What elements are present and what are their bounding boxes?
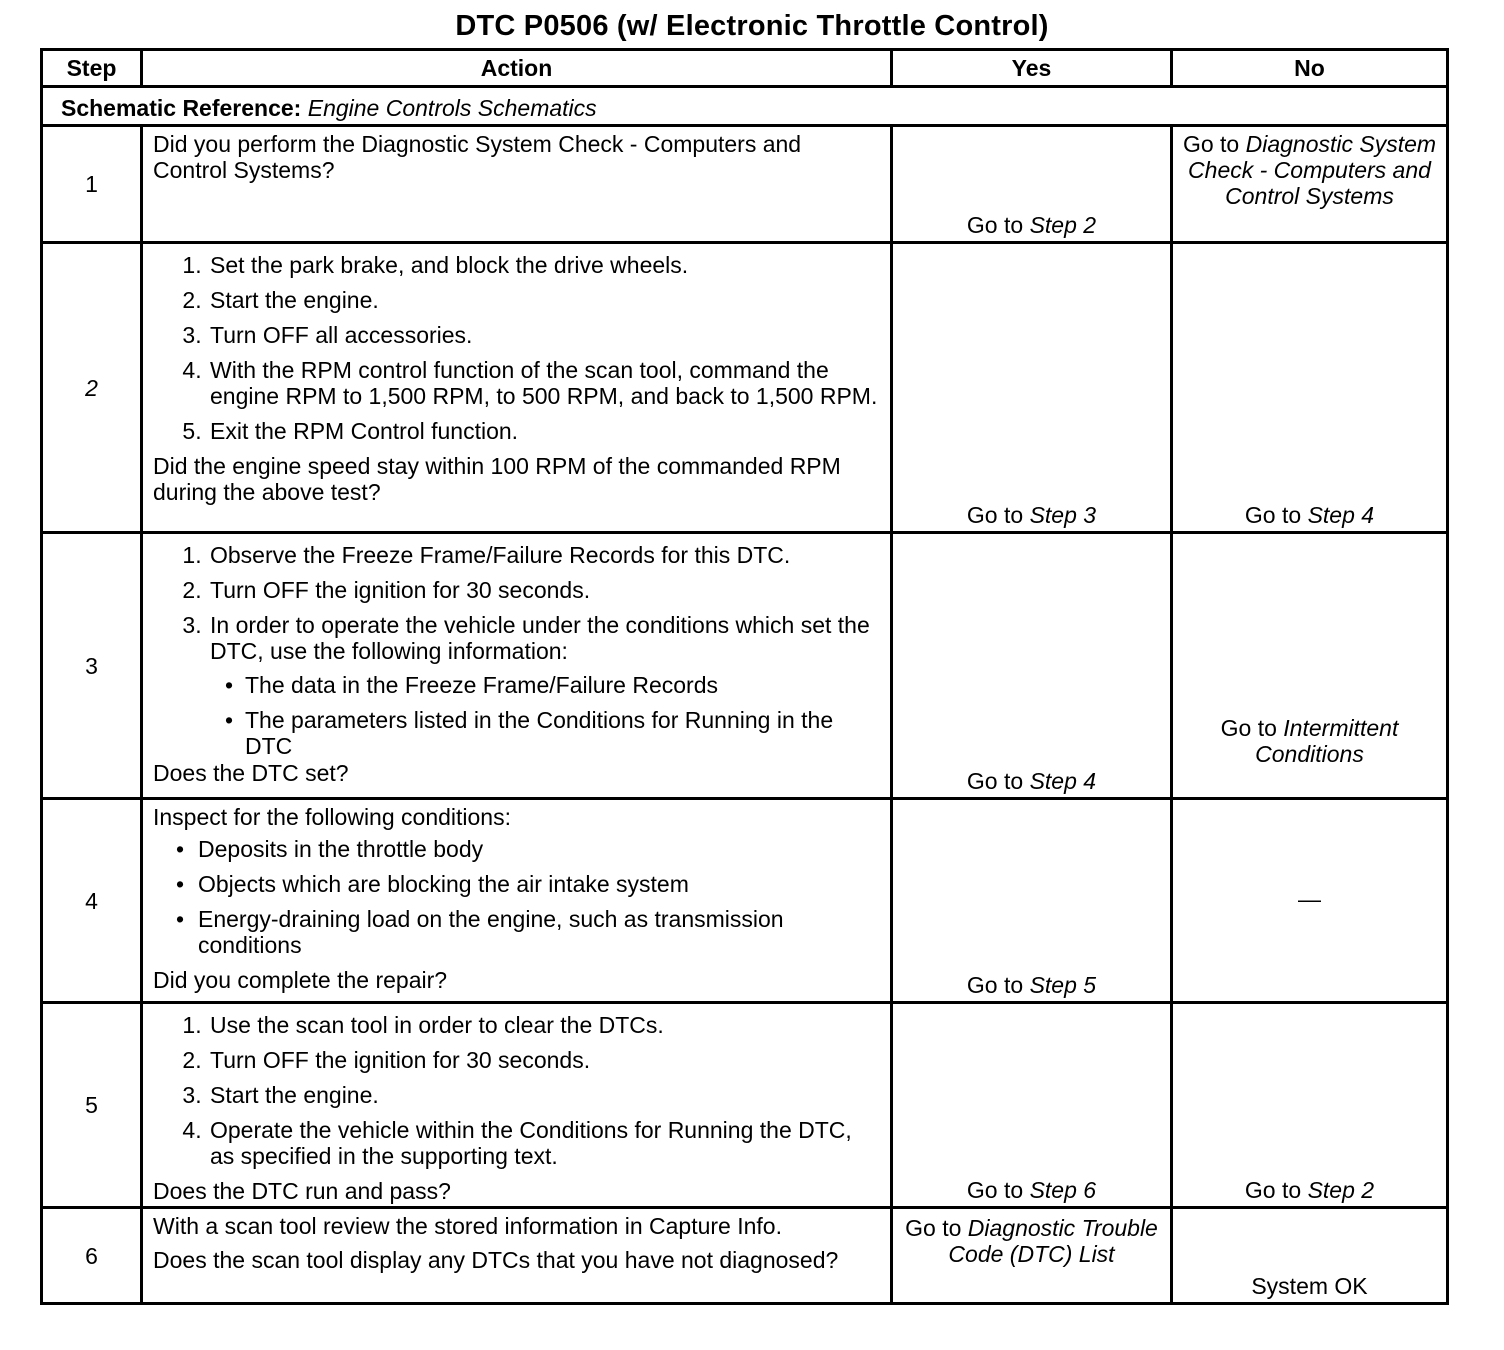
header-step: Step xyxy=(42,50,142,87)
yes-cell xyxy=(892,799,1172,1003)
schematic-row xyxy=(42,87,1448,126)
procedure-item: 4. Operate the vehicle within the Conditions for Running the DTC, as specified in the supporting text. xyxy=(208,1117,880,1169)
no-prefix: Go to xyxy=(1244,1177,1302,1203)
header-no: No xyxy=(1172,50,1448,87)
no-prefix: Go to xyxy=(1244,502,1302,528)
procedure-item: 1. Set the park brake, and block the drive wheels. xyxy=(208,252,880,278)
sub-bullet-list xyxy=(210,672,880,759)
yes-link[interactable]: Step 5 xyxy=(1029,972,1097,998)
yes-cell xyxy=(892,1003,1172,1208)
no-prefix: Go to xyxy=(1182,131,1240,157)
dtc-table xyxy=(40,48,1449,1305)
step-number: 2 xyxy=(42,243,142,533)
action-question: Did you complete the repair? xyxy=(153,967,448,993)
no-cell xyxy=(1172,126,1448,243)
no-cell xyxy=(1172,799,1448,1003)
action-intro: Inspect for the following conditions: xyxy=(153,804,511,830)
action-question: Did you perform the Diagnostic System Check - Computers and Control Systems? xyxy=(153,131,802,183)
no-prefix: Go to xyxy=(1220,715,1277,741)
procedure-item: 4. With the RPM control function of the scan tool, command the engine RPM to 1,500 RPM, to 500 RPM, and back to 1,500 RPM. xyxy=(208,357,880,409)
action-cell xyxy=(142,126,892,243)
yes-prefix: Go to xyxy=(905,1215,962,1241)
no-link[interactable]: Step 2 xyxy=(1307,1177,1375,1203)
action-cell xyxy=(142,799,892,1003)
procedure-item: 2. Turn OFF the ignition for 30 seconds. xyxy=(208,1047,880,1073)
procedure-text: In order to operate the vehicle under the conditions which set the DTC, use the following information: xyxy=(210,612,870,664)
action-cell xyxy=(142,1208,892,1304)
yes-cell xyxy=(892,533,1172,799)
schematic-reference xyxy=(42,87,1448,126)
yes-link[interactable]: Diagnostic Trouble Code (DTC) List xyxy=(948,1215,1158,1267)
table-row xyxy=(42,1003,1448,1208)
table-row xyxy=(42,243,1448,533)
action-cell xyxy=(142,1003,892,1208)
yes-cell xyxy=(892,1208,1172,1304)
procedure-item: 3. Start the engine. xyxy=(208,1082,880,1108)
procedure-item xyxy=(208,612,880,759)
no-cell xyxy=(1172,533,1448,799)
no-cell xyxy=(1172,243,1448,533)
step-number: 1 xyxy=(42,126,142,243)
yes-cell xyxy=(892,126,1172,243)
page-title: DTC P0506 (w/ Electronic Throttle Control) xyxy=(455,10,1049,42)
procedure-list xyxy=(153,1012,880,1169)
yes-prefix: Go to xyxy=(966,768,1024,794)
step-number: 3 xyxy=(42,533,142,799)
action-cell xyxy=(142,243,892,533)
action-cell xyxy=(142,533,892,799)
yes-cell xyxy=(892,243,1172,533)
yes-prefix: Go to xyxy=(966,972,1024,998)
table-row xyxy=(42,799,1448,1003)
yes-link[interactable]: Step 4 xyxy=(1029,768,1097,794)
yes-link[interactable]: Step 3 xyxy=(1029,502,1097,528)
no-link[interactable]: Intermittent Conditions xyxy=(1255,715,1399,767)
no-cell xyxy=(1172,1003,1448,1208)
table-row xyxy=(42,126,1448,243)
sub-bullet-item: • The data in the Freeze Frame/Failure Records xyxy=(245,672,880,698)
sub-bullet-item: • The parameters listed in the Conditions for Running in the DTC xyxy=(245,707,880,759)
procedure-list xyxy=(153,542,880,759)
no-link[interactable]: Step 4 xyxy=(1307,502,1375,528)
procedure-item: 1. Use the scan tool in order to clear the DTCs. xyxy=(208,1012,880,1038)
schematic-label: Schematic Reference: xyxy=(61,95,302,121)
procedure-item: 2. Start the engine. xyxy=(208,287,880,313)
no-link[interactable]: Diagnostic System Check - Computers and Control Systems xyxy=(1188,131,1437,209)
no-text: — xyxy=(1298,886,1321,912)
yes-prefix: Go to xyxy=(966,212,1024,238)
procedure-item: 1. Observe the Freeze Frame/Failure Records for this DTC. xyxy=(208,542,880,568)
header-action: Action xyxy=(142,50,892,87)
step-number: 4 xyxy=(42,799,142,1003)
condition-item: • Energy-draining load on the engine, such as transmission conditions xyxy=(198,906,880,958)
condition-list xyxy=(153,836,880,958)
action-question: Does the DTC set? xyxy=(153,760,349,786)
condition-item: • Objects which are blocking the air intake system xyxy=(198,871,880,897)
table-row xyxy=(42,1208,1448,1304)
action-question: Does the scan tool display any DTCs that you have not diagnosed? xyxy=(153,1247,839,1273)
schematic-link[interactable]: Engine Controls Schematics xyxy=(307,95,597,121)
yes-prefix: Go to xyxy=(966,1177,1024,1203)
step-number: 6 xyxy=(42,1208,142,1304)
step-number: 5 xyxy=(42,1003,142,1208)
yes-prefix: Go to xyxy=(966,502,1024,528)
action-question: Does the DTC run and pass? xyxy=(153,1178,451,1204)
yes-link[interactable]: Step 2 xyxy=(1029,212,1097,238)
table-row xyxy=(42,533,1448,799)
procedure-list xyxy=(153,252,880,444)
yes-link[interactable]: Step 6 xyxy=(1029,1177,1097,1203)
procedure-item: 3. Turn OFF all accessories. xyxy=(208,322,880,348)
action-question: Did the engine speed stay within 100 RPM of the commanded RPM during the above test? xyxy=(153,453,841,505)
no-text: System OK xyxy=(1251,1273,1368,1299)
no-cell xyxy=(1172,1208,1448,1304)
procedure-item: 5. Exit the RPM Control function. xyxy=(208,418,880,444)
header-yes: Yes xyxy=(892,50,1172,87)
condition-item: • Deposits in the throttle body xyxy=(198,836,880,862)
header-row xyxy=(42,50,1448,87)
procedure-item: 2. Turn OFF the ignition for 30 seconds. xyxy=(208,577,880,603)
action-instruction: With a scan tool review the stored information in Capture Info. xyxy=(153,1213,782,1239)
